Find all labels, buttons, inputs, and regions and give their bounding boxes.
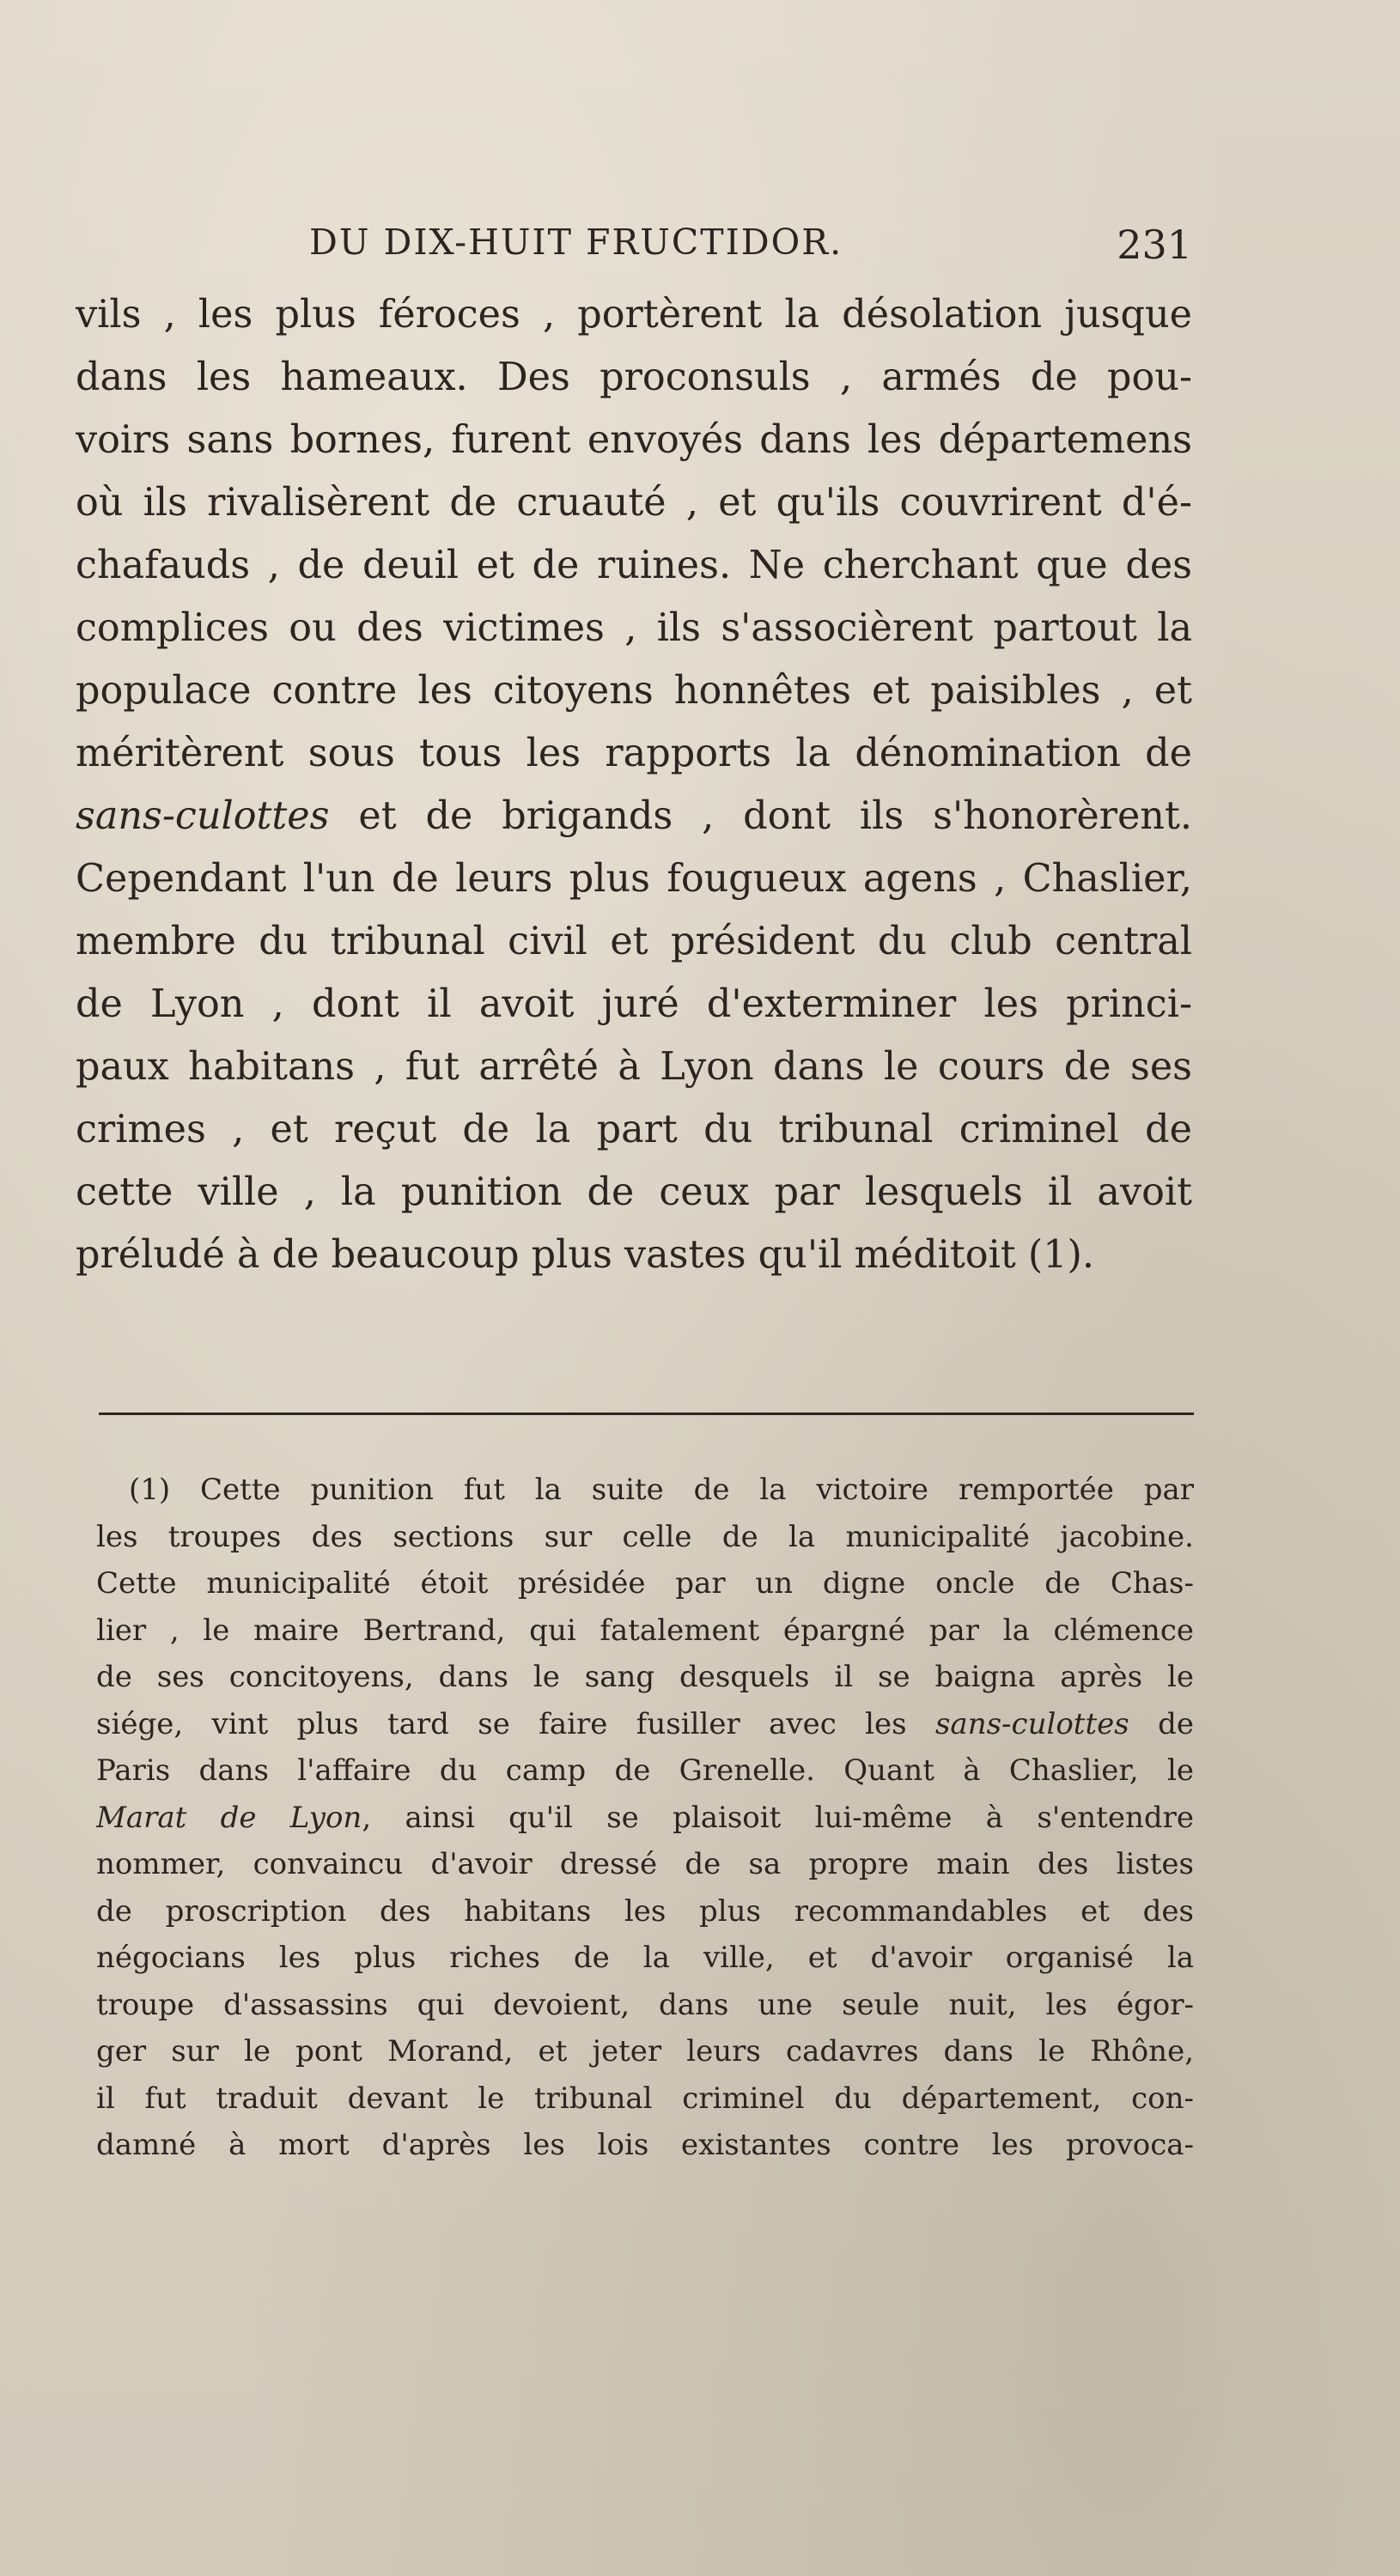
- footnote-line: troupe d'assassins qui devoient, dans une seule nuit, les égor-: [96, 1987, 1194, 2022]
- text-line: membre du tribunal civil et président du club central: [76, 920, 1192, 963]
- text-line: crimes , et reçut de la part du tribunal criminel de: [76, 1108, 1192, 1151]
- text-line: de Lyon , dont il avoit juré d'exterminer les princi-: [76, 982, 1192, 1026]
- footnote-line: il fut traduit devant le tribunal criminel du département, con-: [96, 2081, 1194, 2116]
- text-line: chafauds , de deuil et de ruines. Ne cherchant que des: [76, 544, 1192, 587]
- page-header: [309, 222, 1192, 268]
- footnote-line: nommer, convaincu d'avoir dressé de sa propre main des listes: [96, 1847, 1194, 1881]
- footnote-line: ger sur le pont Morand, et jeter leurs cadavres dans le Rhône,: [96, 2034, 1194, 2069]
- italic-phrase: sans-culottes: [76, 794, 330, 838]
- text-line: cette ville , la punition de ceux par lesquels il avoit: [76, 1170, 1192, 1214]
- page-number: 231: [1117, 222, 1192, 268]
- text-line: complices ou des victimes , ils s'associèrent partout la: [76, 606, 1192, 650]
- text-line: préludé à de beaucoup plus vastes qu'il méditoit (1).: [76, 1233, 1095, 1277]
- text-line: méritèrent sous tous les rapports la dénomination de: [76, 732, 1192, 775]
- text-line: dans les hameaux. Des proconsuls , armés de pou-: [76, 355, 1192, 399]
- text-line: vils , les plus féroces , portèrent la désolation jusque: [76, 293, 1192, 337]
- footnote-line: (1) Cette punition fut la suite de la victoire remportée par: [129, 1473, 1194, 1507]
- text-line: paux habitans , fut arrêté à Lyon dans le cours de ses: [76, 1045, 1192, 1089]
- running-title: DU DIX-HUIT FRUCTIDOR.: [309, 222, 843, 263]
- footnote-line: de ses concitoyens, dans le sang desquels il se baigna après le: [96, 1660, 1194, 1694]
- footnote-line: les troupes des sections sur celle de la municipalité jacobine.: [96, 1519, 1194, 1554]
- footnote: [96, 1467, 1194, 2169]
- text-line: Cependant l'un de leurs plus fougueux agens , Chaslier,: [76, 857, 1192, 901]
- text-segment: et de brigands , dont ils s'honorèrent.: [329, 794, 1192, 838]
- footnote-divider: [99, 1413, 1194, 1415]
- text-line: populace contre les citoyens honnêtes et paisibles , et: [76, 669, 1192, 713]
- text-segment: siége, vint plus tard se faire fusiller avec les: [96, 1706, 935, 1741]
- text-line: [76, 785, 1192, 848]
- text-line: où ils rivalisèrent de cruauté , et qu'ils couvrirent d'é-: [76, 481, 1192, 525]
- footnote-line: damné à mort d'après les lois existantes contre les provoca-: [96, 2128, 1194, 2162]
- footnote-line: [96, 1701, 1194, 1748]
- footnote-line: de proscription des habitans les plus recommandables et des: [96, 1893, 1194, 1929]
- footnote-line: lier , le maire Bertrand, qui fatalement épargné par la clémence: [96, 1613, 1194, 1648]
- footnote-line: Paris dans l'affaire du camp de Grenelle. Quant à Chaslier, le: [96, 1753, 1194, 1788]
- text-line: voirs sans bornes, furent envoyés dans les départemens: [76, 418, 1192, 462]
- footnote-line: Cette municipalité étoit présidée par un digne oncle de Chas-: [96, 1566, 1194, 1601]
- footnote-line: négocians les plus riches de la ville, et d'avoir organisé la: [96, 1941, 1194, 1975]
- text-segment: , ainsi qu'il se plaisoit lui-même à s'entendre: [362, 1800, 1194, 1835]
- footnote-line: [96, 1795, 1194, 1842]
- text-segment: de: [1129, 1706, 1194, 1741]
- italic-phrase: sans-culottes: [934, 1706, 1129, 1741]
- main-text: [76, 283, 1192, 1286]
- italic-phrase: Marat de Lyon: [96, 1800, 362, 1835]
